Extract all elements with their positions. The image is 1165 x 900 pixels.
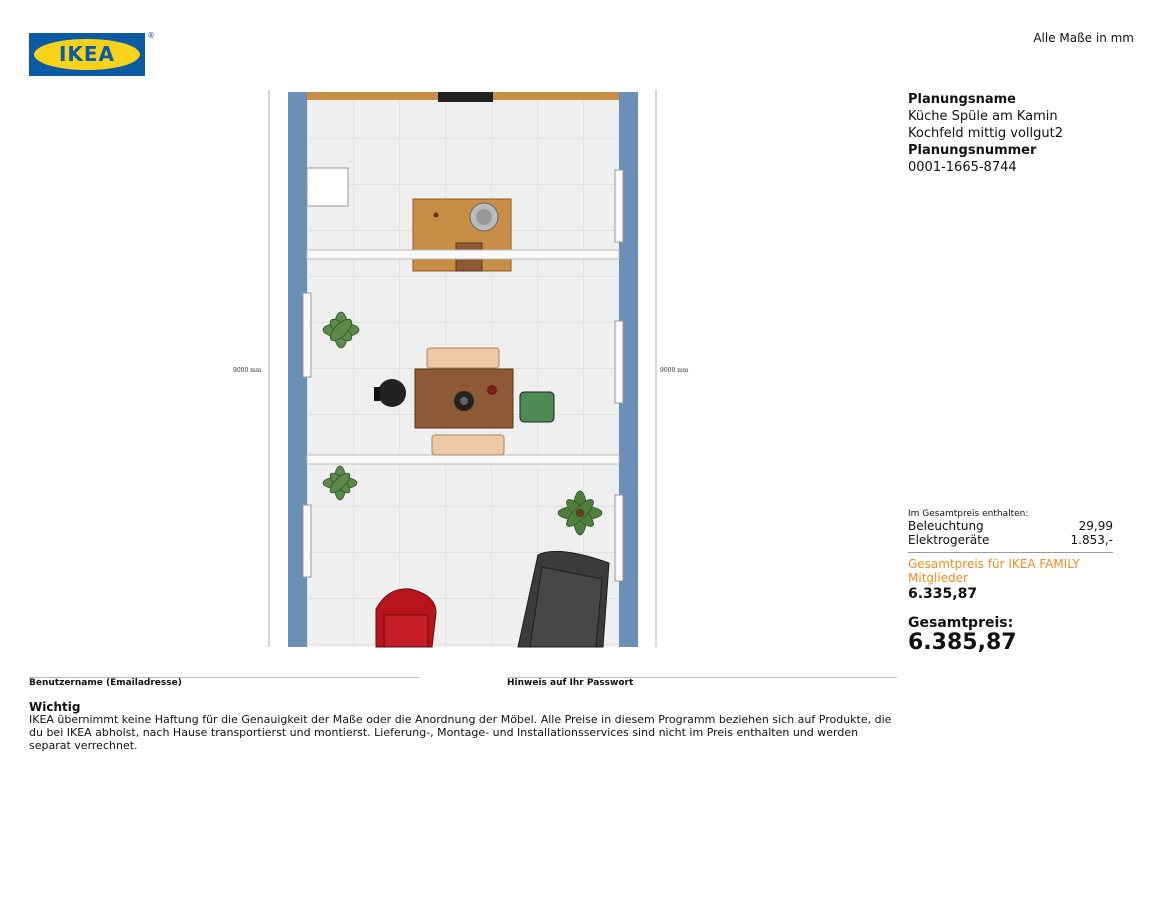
username-label: Benutzername (Emailadresse) bbox=[29, 678, 182, 688]
planning-name-label: Planungsname bbox=[908, 92, 1016, 107]
decor-plant bbox=[487, 385, 497, 395]
logo-text: IKEA bbox=[58, 42, 116, 66]
registered-mark: ® bbox=[147, 31, 155, 40]
white-cabinet bbox=[307, 168, 348, 206]
line-item-label: Beleuchtung bbox=[908, 519, 984, 533]
price-summary bbox=[908, 509, 1113, 655]
notice-text: IKEA übernimmt keine Haftung für die Genauigkeit der Maße oder die Anordnung der Möbel. Alle Preise in diesem Programm beziehen sich auf Produkte, die du bei IKEA abholst, nach Hause transportierst und montierst. Lieferung-, Montage- und Installationsservices sind nicht im Preis enthalten und werden separat verrechnet. bbox=[29, 713, 892, 752]
line-item-value: 29,99 bbox=[1078, 519, 1113, 533]
planning-number-value: 0001-1665-8744 bbox=[908, 160, 1017, 175]
total-price-label: Gesamtpreis: bbox=[908, 615, 1014, 631]
bench-top bbox=[427, 348, 499, 368]
family-price-label: Gesamtpreis für IKEA FAMILY Mitglieder bbox=[908, 557, 1080, 585]
chair-green bbox=[520, 392, 554, 422]
line-item-value: 1.853,- bbox=[1070, 533, 1113, 547]
divider-lower bbox=[307, 455, 619, 464]
family-price-value: 6.335,87 bbox=[908, 586, 978, 602]
notice-title: Wichtig bbox=[29, 700, 81, 714]
divider-upper bbox=[307, 250, 619, 259]
window-right-2 bbox=[615, 321, 623, 403]
planning-name-line2: Kochfeld mittig vollgut2 bbox=[908, 126, 1063, 141]
ikea-logo bbox=[29, 33, 145, 76]
floor-plan bbox=[228, 85, 708, 655]
line-item-label: Elektrogeräte bbox=[908, 533, 990, 547]
line-item bbox=[908, 519, 1113, 533]
line-item bbox=[908, 533, 1113, 547]
bench-bottom bbox=[432, 435, 504, 455]
planning-number-label: Planungsnummer bbox=[908, 143, 1037, 158]
included-label: Im Gesamtpreis enthalten: bbox=[908, 509, 1029, 519]
dimension-label-left: 9000 mm bbox=[233, 367, 262, 374]
window-right-3 bbox=[615, 495, 623, 581]
window-left-2 bbox=[303, 505, 311, 577]
cooktop bbox=[438, 92, 493, 102]
divider bbox=[908, 552, 1113, 553]
armchair-red bbox=[376, 589, 436, 647]
total-price-value: 6.385,87 bbox=[908, 630, 1017, 655]
window-right-1 bbox=[615, 170, 623, 242]
dimension-label-right: 9000 mm bbox=[660, 367, 689, 374]
password-hint-label: Hinweis auf Ihr Passwort bbox=[507, 678, 634, 688]
planning-name-line1: Küche Spüle am Kamin bbox=[908, 109, 1058, 124]
planning-info bbox=[908, 91, 1063, 176]
window-left-1 bbox=[303, 293, 311, 377]
units-note: Alle Maße in mm bbox=[1033, 31, 1134, 45]
